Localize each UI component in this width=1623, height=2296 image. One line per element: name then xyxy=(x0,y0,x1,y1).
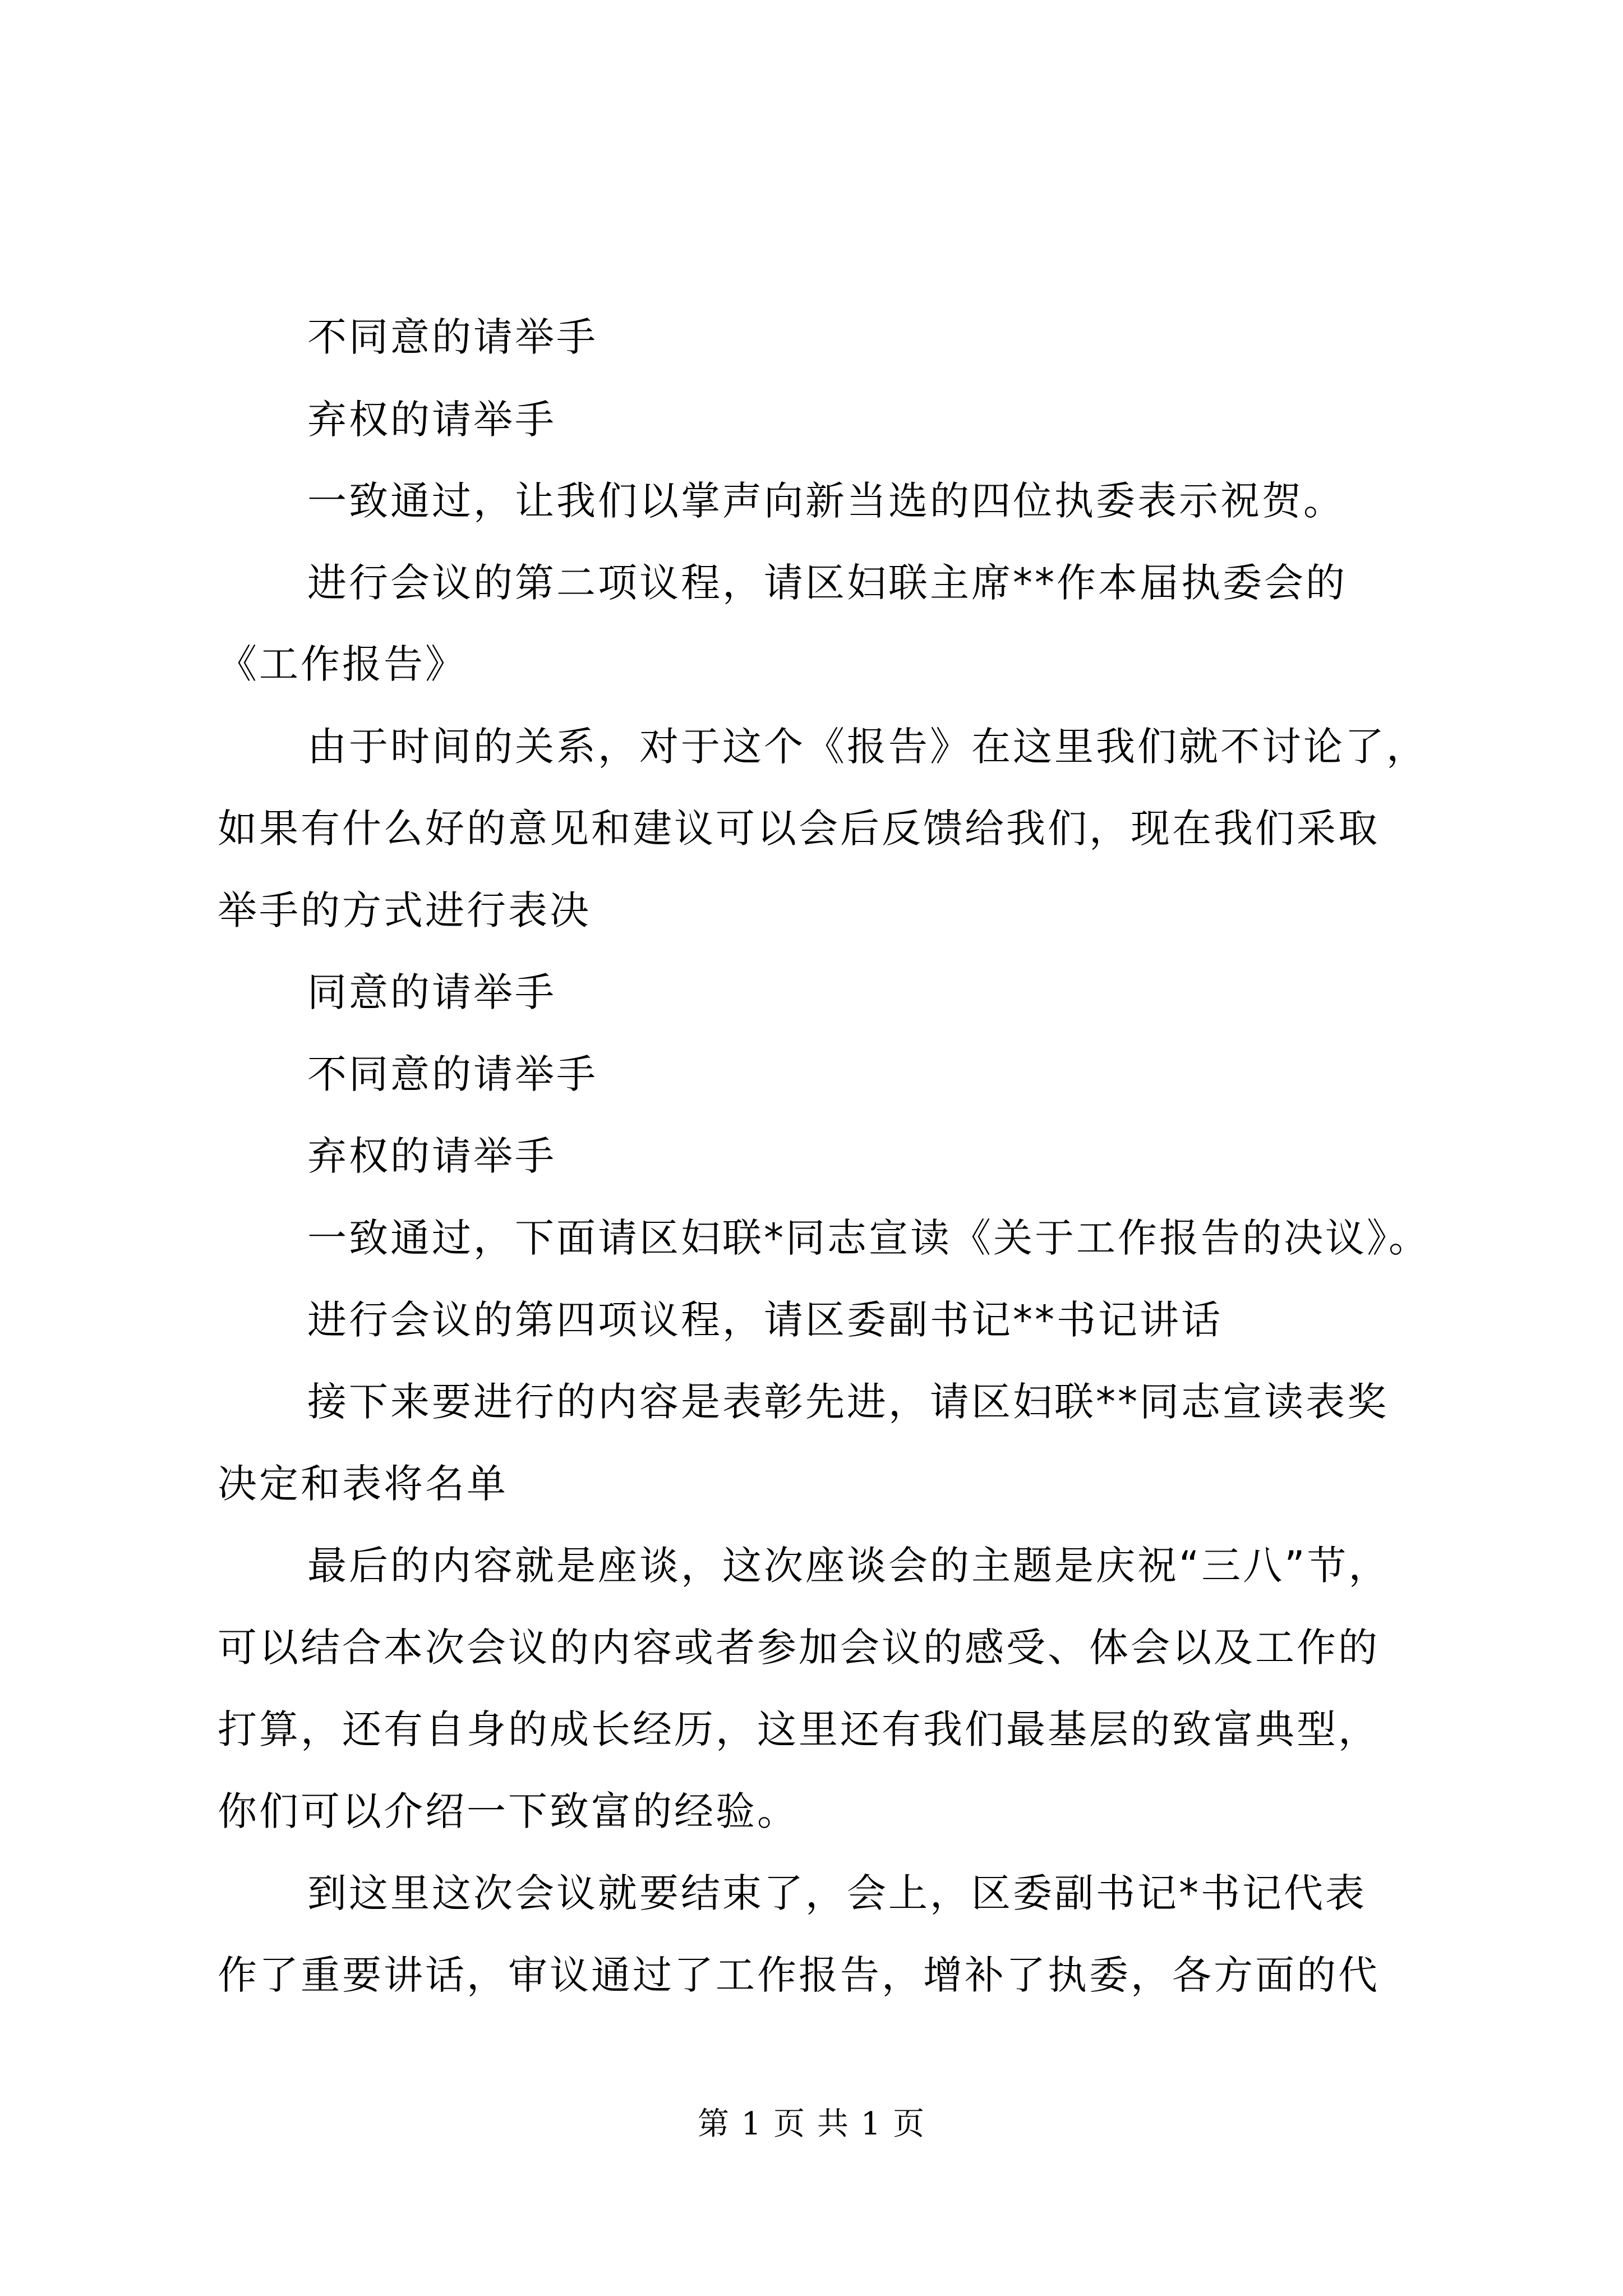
text-line: 决定和表将名单 xyxy=(218,1461,508,1507)
text-line: 如果有什么好的意见和建议可以会后反馈给我们，现在我们采取 xyxy=(218,806,1380,852)
text-line: 最后的内容就是座谈，这次座谈会的主题是庆祝“三八”节， xyxy=(307,1543,1390,1589)
text-line: 弃权的请举手 xyxy=(307,397,556,443)
text-line: 《工作报告》 xyxy=(218,641,467,687)
text-line: 一致通过，让我们以掌声向新当选的四位执委表示祝贺。 xyxy=(307,478,1345,524)
text-line: 弃权的请举手 xyxy=(307,1133,556,1179)
text-line: 不同意的请举手 xyxy=(307,1051,598,1097)
text-line: 作了重要讲话，审议通过了工作报告，增补了执委，各方面的代 xyxy=(218,1952,1380,1998)
text-line: 进行会议的第四项议程，请区委副书记**书记讲话 xyxy=(307,1297,1223,1343)
text-line: 一致通过，下面请区妇联*同志宣读《关于工作报告的决议》。 xyxy=(307,1215,1430,1261)
text-line: 举手的方式进行表决 xyxy=(218,887,591,933)
text-line: 接下来要进行的内容是表彰先进，请区妇联**同志宣读表奖 xyxy=(307,1379,1389,1425)
text-line: 进行会议的第二项议程，请区妇联主席**作本届执委会的 xyxy=(307,560,1347,606)
text-line: 到这里这次会议就要结束了，会上，区委副书记*书记代表 xyxy=(307,1870,1367,1916)
text-line: 同意的请举手 xyxy=(307,969,556,1015)
text-line: 由于时间的关系，对于这个《报告》在这里我们就不讨论了， xyxy=(307,724,1428,770)
page-footer: 第 1 页 共 1 页 xyxy=(697,2106,926,2142)
text-line: 可以结合本次会议的内容或者参加会议的感受、体会以及工作的 xyxy=(218,1625,1380,1671)
text-line: 打算，还有自身的成长经历，这里还有我们最基层的致富典型， xyxy=(218,1706,1380,1752)
text-line: 你们可以介绍一下致富的经验。 xyxy=(218,1788,799,1834)
text-line: 不同意的请举手 xyxy=(307,314,598,360)
